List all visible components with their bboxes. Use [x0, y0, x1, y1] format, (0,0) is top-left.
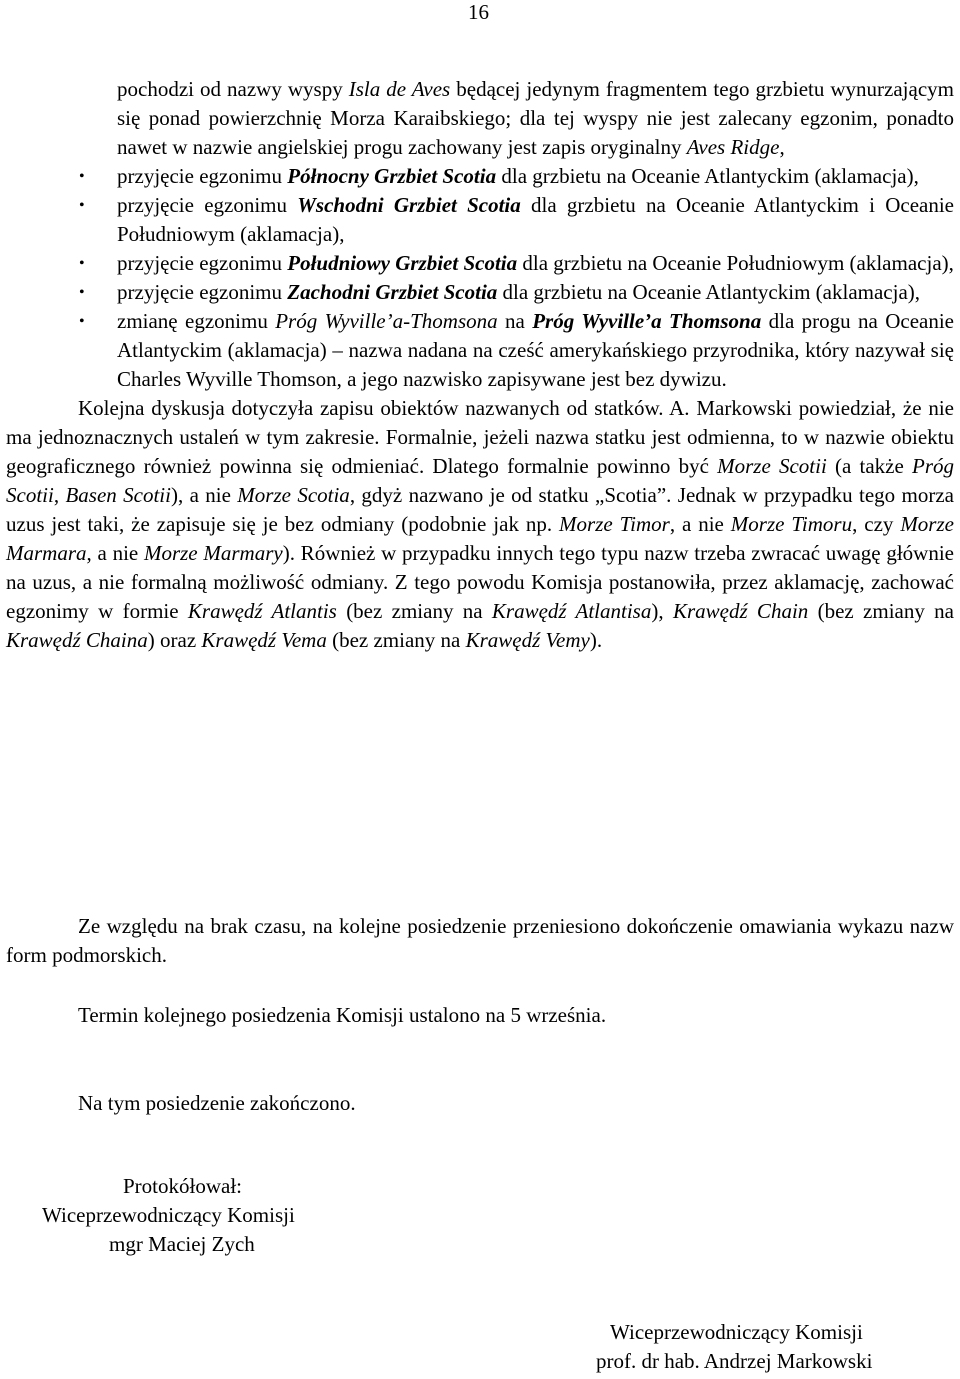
bold-italic-name: Północny Grzbiet Scotia: [287, 164, 497, 188]
text-run: będącej jedynym fragmentem tego grzbietu wynurzającym się ponad powierzchnię Morza Karaibskiego; dla tej wyspy nie jest zalecany egzonim, ponadto nawet w nazwie angielskiej progu zachowany jest zapis oryginalny: [117, 77, 954, 159]
bold-italic-name: Południowy Grzbiet Scotia: [287, 251, 518, 275]
bold-italic-name: Zachodni Grzbiet Scotia: [287, 280, 498, 304]
paragraph-time: Ze względu na brak czasu, na kolejne posiedzenie przeniesiono dokończenie omawiania wykazu nazw form podmorskich.: [6, 914, 954, 967]
list-item: • przyjęcie egzonimu Południowy Grzbiet Scotia dla grzbietu na Oceanie Południowym (aklamacja),: [117, 249, 954, 278]
signature-title: Wiceprzewodniczący Komisji: [610, 1320, 863, 1344]
paragraph-ship-names: Kolejna dyskusja dotyczyła zapisu obiektów nazwanych od statków. A. Markowski powiedział, że nie ma jednoznacznych ustaleń w tym zakresie. Formalnie, jeżeli nazwa statku jest odmienna, to w nazwie obiektu geograficznego również powinna się odmieniać. Dlatego formalnie powinno być Morze Scotii (a także Próg Scotii, Basen Scotii), a nie Morze Scotia, gdyż nazwano je od statku „Scotia”. Jednak w przypadku tego morza uzus jest taki, że zapisuje się je bez odmiany (podobnie jak np. Morze Timor, a nie Morze Timoru, czy Morze Marmara, a nie Morze Marmary). Również w przypadku innych tego typu nazw trzeba zwracać uwagę głównie na uzus, a nie formalną możliwość odmiany. Z tego powodu Komisja postanowiła, przez aklamację, zachować egzonimy w formie Krawędź Atlantis (bez zmiany na Krawędź Atlantisa), Krawędź Chain (bez zmiany na Krawędź Chaina) oraz Krawędź Vema (bez zmiany na Krawędź Vemy).: [6, 396, 954, 652]
signature-chair: [596, 1318, 946, 1376]
main-text: [6, 75, 954, 655]
signature-label: Protokółował:: [123, 1174, 242, 1198]
paragraph-closing: Na tym posiedzenie zakończono.: [78, 1091, 356, 1115]
signature-title: Wiceprzewodniczący Komisji: [42, 1203, 295, 1227]
italic-name: Aves Ridge: [686, 135, 780, 159]
bold-italic-name: Próg Wyville’a Thomsona: [532, 309, 762, 333]
paragraph-next-meeting: Termin kolejnego posiedzenia Komisji ustalono na 5 września.: [78, 1003, 607, 1027]
list-item: • przyjęcie egzonimu Północny Grzbiet Scotia dla grzbietu na Oceanie Atlantyckim (aklamacja),: [117, 162, 954, 191]
italic-name: Isla de Aves: [348, 77, 451, 101]
signature-person: mgr Maciej Zych: [109, 1232, 255, 1256]
bullet-list: [6, 162, 954, 394]
list-item: • przyjęcie egzonimu Wschodni Grzbiet Scotia dla grzbietu na Oceanie Atlantyckim i Oceanie Południowym (aklamacja),: [117, 191, 954, 249]
signature-recorder: [6, 1172, 406, 1259]
italic-name: Próg Wyville’a-Thomsona: [275, 309, 498, 333]
list-item: • przyjęcie egzonimu Zachodni Grzbiet Scotia dla grzbietu na Oceanie Atlantyckim (aklamacja),: [117, 278, 954, 307]
text-run: pochodzi od nazwy wyspy: [117, 77, 349, 101]
page-number: 16: [468, 0, 489, 24]
continued-list-item: [117, 75, 954, 162]
signature-person: prof. dr hab. Andrzej Markowski: [596, 1349, 873, 1373]
text-run: ,: [779, 135, 785, 159]
bold-italic-name: Wschodni Grzbiet Scotia: [297, 193, 521, 217]
list-item: • zmianę egzonimu Próg Wyville’a-Thomsona na Próg Wyville’a Thomsona dla progu na Oceanie Atlantyckim (aklamacja) – nazwa nadana na cześć amerykańskiego przyrodnika, który nazywał się Charles Wyville Thomson, a jego nazwisko zapisywane jest bez dywizu.: [117, 307, 954, 394]
